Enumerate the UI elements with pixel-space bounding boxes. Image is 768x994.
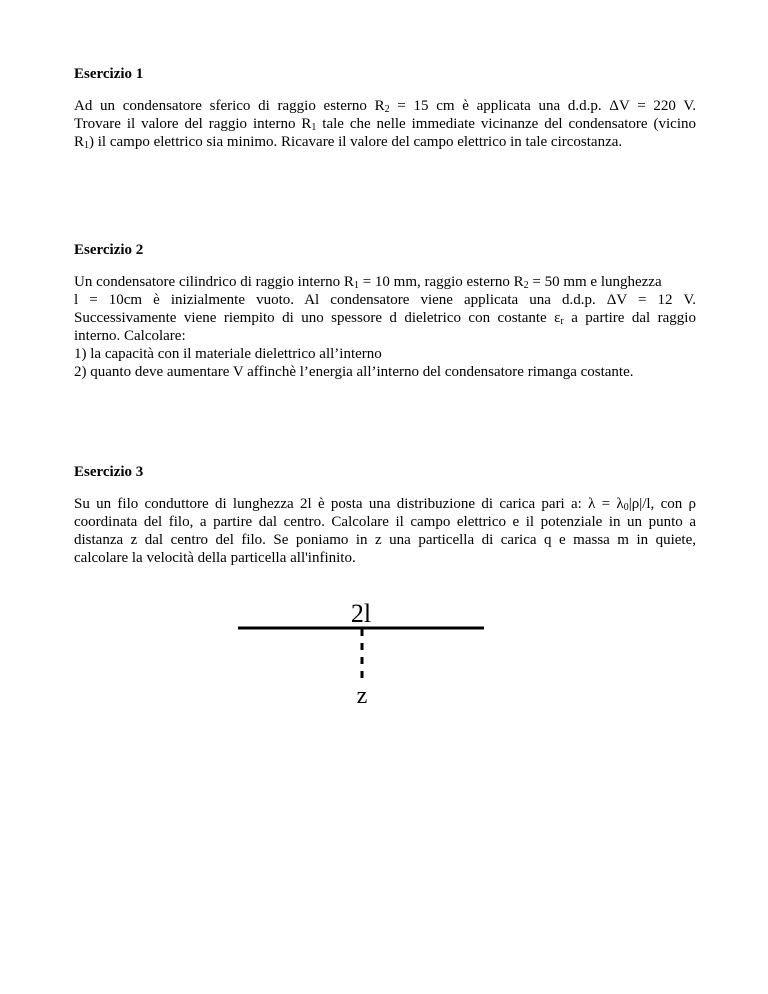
exercise-2-text xyxy=(74,273,696,381)
exercise-2-list-item-1: 1) la capacità con il materiale dielettrico all’interno xyxy=(74,346,382,362)
exercise-3-line-3: distanza z dal centro del filo. Se poniamo in z una particella di carica q e massa m in quiete, xyxy=(74,532,696,548)
exercise-3-heading: Esercizio 3 xyxy=(74,464,144,480)
exercise-2-line-2: l = 10cm è inizialmente vuoto. Al condensatore viene applicata una d.d.p. ΔV = 12 V. xyxy=(74,292,696,308)
exercise-2-list-item-2: 2) quanto deve aumentare V affinchè l’energia all’interno del condensatore rimanga costante. xyxy=(74,364,634,380)
exercise-2-line-4: interno. Calcolare: xyxy=(74,328,186,344)
exercise-1-text xyxy=(74,97,696,151)
exercise-1-line-3: $R_1$) il campo elettrico sia minimo. Ricavare il valore del campo elettrico in tale circostanza. xyxy=(74,134,623,151)
exercise-1-line-1: Ad un condensatore sferico di raggio esterno $R_2 = 15$ cm è applicata una d.d.p. ΔV = 220 V. xyxy=(74,98,696,115)
distance-z-label: z xyxy=(356,683,368,708)
exercise-3-line-1: Su un filo conduttore di lunghezza 2l è posta una distribuzione di carica pari a: $\lambda = \lambda_0|\rho|/l$, con ρ xyxy=(74,496,696,513)
exercise-2-line-3: Successivamente viene riempito di uno spessore d dieletrico con costante $\varepsilon_r$ a partire dal raggio xyxy=(74,310,696,327)
exercise-2-line-1: Un condensatore cilindrico di raggio interno $R_1 = 10$ mm, raggio esterno $R_2 = 50$ mm e lunghezza xyxy=(74,274,662,291)
exercise-1-line-2: Trovare il valore del raggio interno $R_1$ tale che nelle immediate vicinanze del condensatore (vicino xyxy=(74,116,696,133)
wire-diagram xyxy=(236,596,488,708)
exercise-2-heading: Esercizio 2 xyxy=(74,242,144,258)
exercise-3-line-2: coordinata del filo, a partire dal centro. Calcolare il campo elettrico e il potenziale in un punto a xyxy=(74,514,696,530)
exercise-1-heading: Esercizio 1 xyxy=(74,66,144,82)
exercise-3-text xyxy=(74,495,696,567)
exercise-3-line-4: calcolare la velocità della particella all'infinito. xyxy=(74,550,356,566)
wire-length-label: 2l xyxy=(350,599,372,628)
